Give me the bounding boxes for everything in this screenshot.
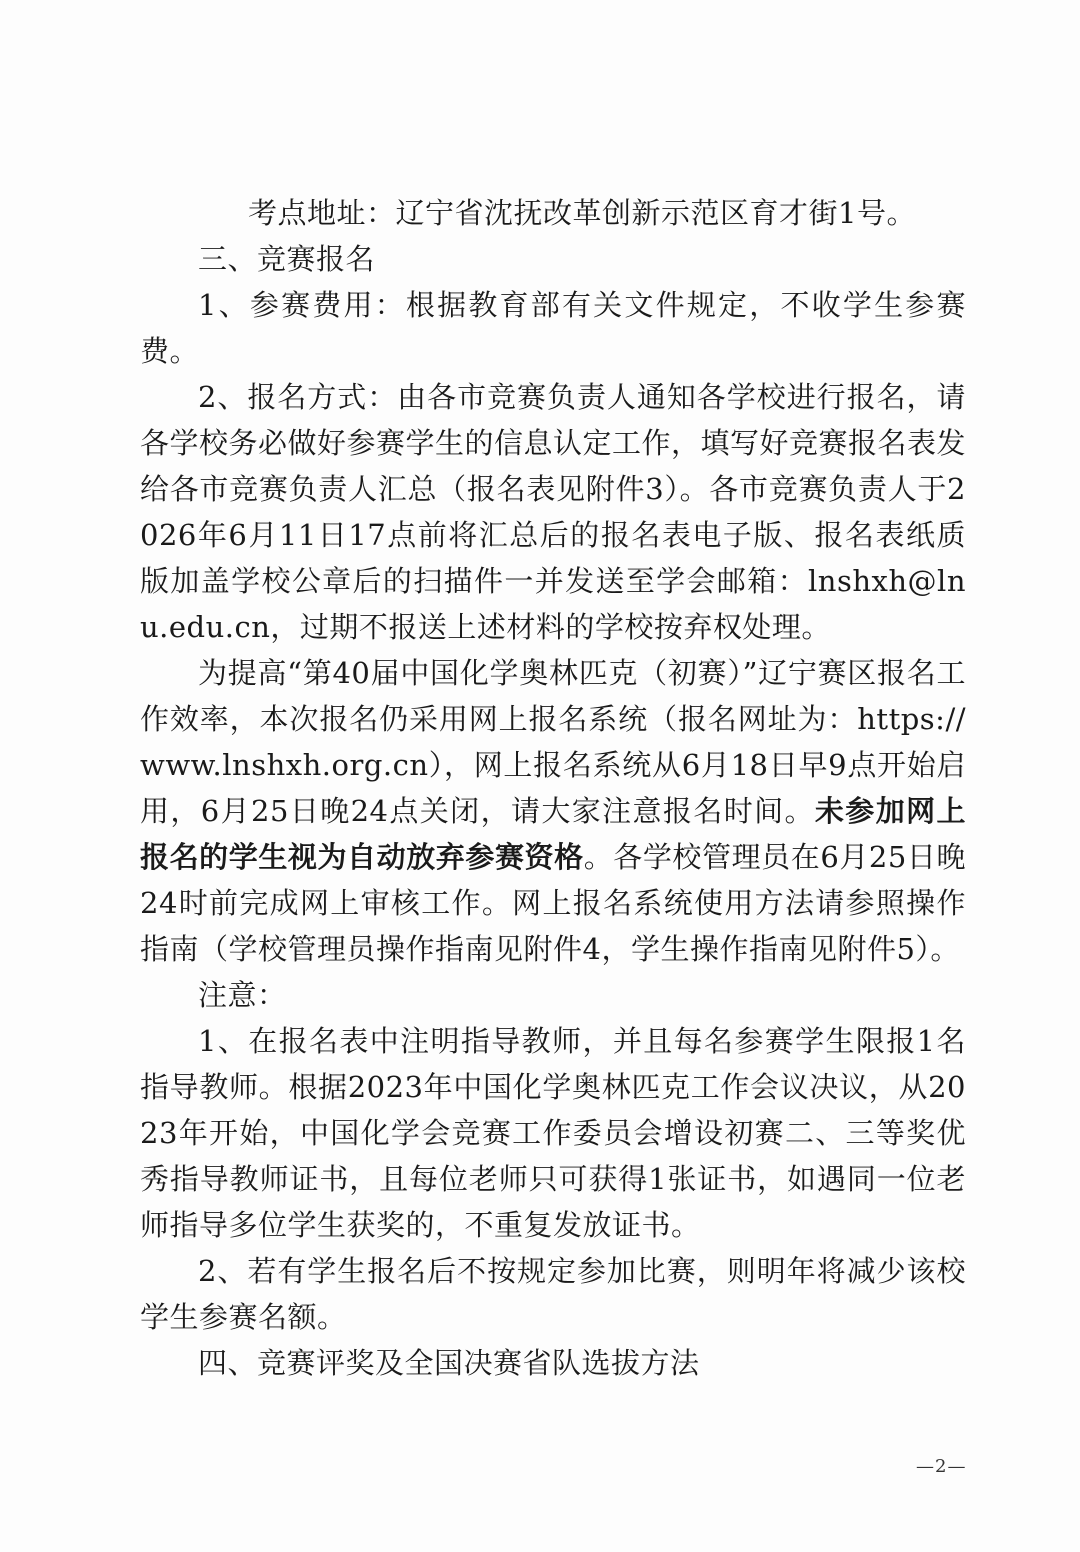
registration-method-paragraph: 2、报名方式：由各市竞赛负责人通知各学校进行报名，请各学校务必做好参赛学生的信息认定工作，填写好竞赛报名表发给各市竞赛负责人汇总（报名表见附件3）。各市竞赛负责人于2026年6月11日17点前将汇总后的报名表电子版、报名表纸质版加盖学校公章后的扫描件一并发送至学会邮箱：lnshxh@lnu.edu.cn，过期不报送上述材料的学校按弃权处理。: [140, 380, 967, 644]
online-registration-paragraph: [140, 650, 966, 972]
document-body: [140, 190, 966, 1386]
note-heading: 注意：: [198, 978, 287, 1012]
note-item-2: 2、若有学生报名后不按规定参加比赛，则明年将减少该校学生参赛名额。: [140, 1254, 966, 1334]
note-item-1: 1、在报名表中注明指导教师，并且每名参赛学生限报1名指导教师。根据2023年中国化学奥林匹克工作会议决议，从2023年开始，中国化学会竞赛工作委员会增设初赛二、三等奖优秀指导教师证书，且每位老师只可获得1张证书，如遇同一位老师指导多位学生获奖的，不重复发放证书。: [140, 1024, 966, 1242]
online-registration-text-1: 为提高“第40届中国化学奥林匹克（初赛）”辽宁赛区报名工作效率，本次报名仍采用网上报名系统（报名网址为：https://www.lnshxh.org.cn），网上报名系统从6月18日早9点开始启用，6月25日晚24点关闭，请大家注意报名时间。: [140, 656, 966, 828]
fee-paragraph: 1、参赛费用：根据教育部有关文件规定，不收学生参赛费。: [140, 288, 966, 368]
page-number: —2—: [916, 1456, 967, 1477]
online-registration-text-2: 。各学校管理员在6月25日晚24时前完成网上审核工作。网上报名系统使用方法请参照操作指南（学校管理员操作指南见附件4，学生操作指南见附件5）。: [140, 840, 966, 966]
online-registration-warning: 未参加网上报名的学生视为自动放弃参赛资格: [140, 794, 966, 874]
section-4-heading: 四、竞赛评奖及全国决赛省队选拔方法: [198, 1346, 700, 1380]
section-3-heading: 三、竞赛报名: [198, 242, 376, 276]
exam-address-line: 考点地址：辽宁省沈抚改革创新示范区育才街1号。: [248, 196, 916, 230]
